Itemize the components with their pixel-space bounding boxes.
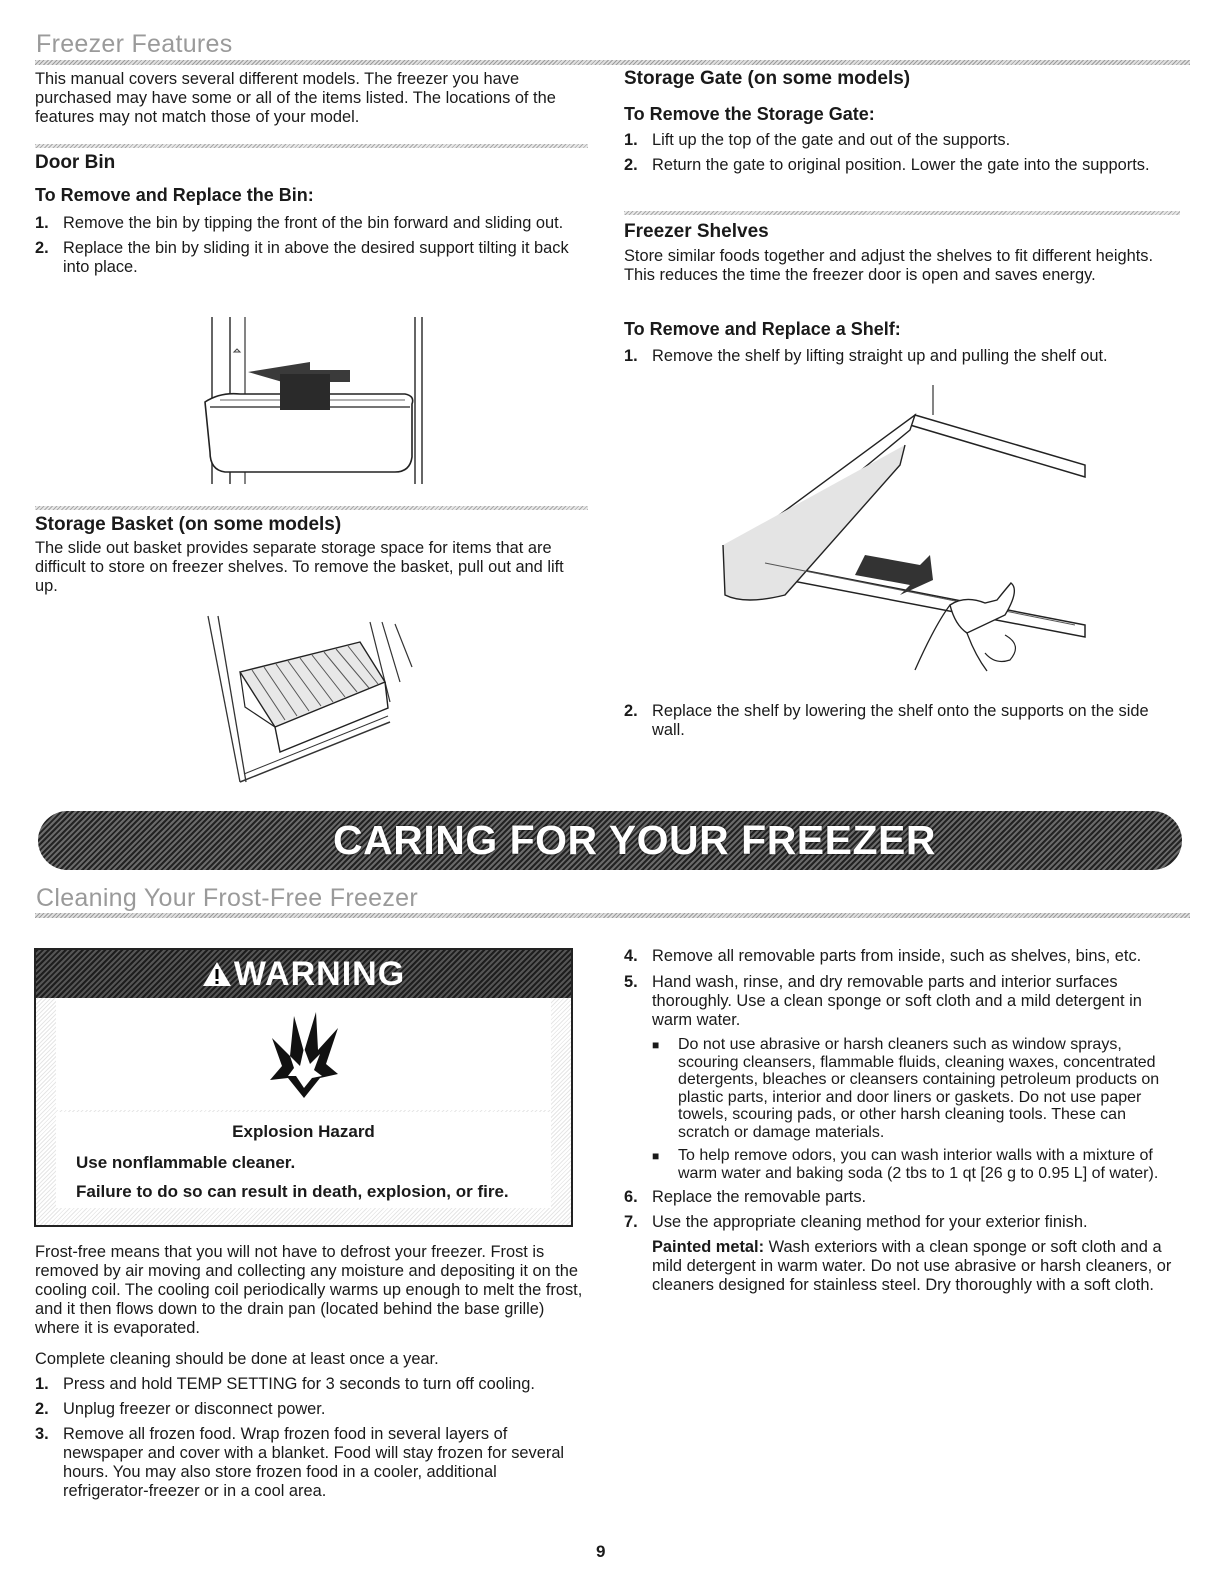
door-bin-heading: Door Bin <box>35 152 116 173</box>
step-text: Lift up the top of the gate and out of the supports. <box>652 131 1011 149</box>
divider <box>624 211 1180 215</box>
step-text: Remove the bin by tipping the front of the bin forward and sliding out. <box>63 214 564 232</box>
complete-cleaning-text: Complete cleaning should be done at least once a year. <box>35 1350 439 1368</box>
door-bin-subheading: To Remove and Replace the Bin: <box>35 185 314 205</box>
step-text: Replace the bin by sliding it in above the desired support tilting it back into place. <box>63 239 569 276</box>
cleaning-steps-right <box>624 947 1174 1295</box>
painted-metal-label: Painted metal: <box>652 1238 765 1256</box>
step-number: 2. <box>35 1400 49 1418</box>
step-text: Remove all removable parts from inside, such as shelves, bins, etc. <box>652 947 1142 965</box>
bullet-marker: ■ <box>652 1149 660 1163</box>
step-text: Remove the shelf by lifting straight up and pulling the shelf out. <box>652 347 1108 365</box>
list-item <box>35 1425 585 1501</box>
divider <box>35 144 588 148</box>
list-item <box>35 214 580 233</box>
storage-gate-heading: Storage Gate (on some models) <box>624 68 911 89</box>
step-number: 2. <box>35 239 49 257</box>
storage-basket-illustration <box>200 612 420 790</box>
step-number: 3. <box>35 1425 49 1443</box>
shelf-illustration <box>705 385 1095 690</box>
step-number: 6. <box>624 1188 638 1206</box>
storage-gate-subheading: To Remove the Storage Gate: <box>624 104 875 124</box>
warning-box <box>34 948 573 1227</box>
list-item <box>624 1188 1174 1207</box>
page-number: 9 <box>596 1542 606 1561</box>
shelf-subheading: To Remove and Replace a Shelf: <box>624 319 901 339</box>
caring-banner <box>38 811 1182 870</box>
storage-basket-text: The slide out basket provides separate storage space for items that are difficult to store on freezer shelves. To remove the basket, pull out and lift up. <box>35 539 564 595</box>
warning-symbol-panel <box>56 998 551 1110</box>
step-number: 1. <box>624 131 638 149</box>
cleaning-steps-left <box>35 1375 585 1501</box>
freezer-shelves-text: Store similar foods together and adjust the shelves to fit different heights. This reduces the time the freezer door is open and saves energy. <box>624 247 1154 284</box>
step-number: 1. <box>35 214 49 232</box>
list-item <box>35 1375 585 1394</box>
hazard-instruction: Use nonflammable cleaner. <box>76 1153 296 1172</box>
warning-label: WARNING <box>233 954 406 993</box>
hazard-consequence: Failure to do so can result in death, explosion, or fire. <box>76 1182 509 1201</box>
step-text: Use the appropriate cleaning method for your exterior finish. <box>652 1213 1088 1231</box>
step-number: 7. <box>624 1213 638 1231</box>
step-text: Unplug freezer or disconnect power. <box>63 1400 326 1418</box>
list-item <box>624 347 1164 366</box>
step-text: Hand wash, rinse, and dry removable parts and interior surfaces thoroughly. Use a clean sponge or soft cloth and a mild detergent in warm water. <box>652 973 1142 1029</box>
list-item <box>624 973 1174 1030</box>
step-text: Remove all frozen food. Wrap frozen food in several layers of newspaper and cover with a blanket. Food will stay frozen for several hours. You may also store frozen food in a cooler, additional refrigerator-freezer or in a cool area. <box>63 1425 565 1500</box>
bullet-marker: ■ <box>652 1038 660 1052</box>
painted-metal-text: Wash exteriors with a clean sponge or soft cloth and a mild detergent in warm water. Do not use abrasive or harsh cleaners, or cleaners designed for stainless steel. Dry thoroughly with a soft cloth. <box>652 1238 1172 1294</box>
intro-text: This manual covers several different models. The freezer you have purchased may have some or all of the items listed. The locations of the features may not match those of your model. <box>35 70 556 126</box>
warning-title <box>202 955 405 994</box>
bullet-text: Do not use abrasive or harsh cleaners such as window sprays, scouring cleansers, flammable fluids, cleaning waxes, concentrated detergents, bleaches or cleansers containing petroleum products on plastic parts, interior and door liners or gaskets. Do not use paper towels, scouring pads, or other harsh cleaning tools. These can scratch or damage materials. <box>678 1036 1160 1141</box>
step-number: 4. <box>624 947 638 965</box>
storage-basket-heading: Storage Basket (on some models) <box>35 514 342 535</box>
bullet-item <box>652 1147 1174 1182</box>
hazard-title: Explosion Hazard <box>232 1122 375 1141</box>
explosion-icon <box>268 1008 340 1100</box>
bullet-text: To help remove odors, you can wash interior walls with a mixture of warm water and baking soda (2 tbs to 1 qt [26 g to 0.95 L] of water). <box>678 1147 1159 1182</box>
page-section-title: Freezer Features <box>36 30 233 58</box>
alert-triangle-icon <box>202 961 232 987</box>
list-item <box>624 702 1164 740</box>
step-text: Replace the removable parts. <box>652 1188 867 1206</box>
painted-metal-paragraph <box>652 1238 1174 1295</box>
list-item <box>624 156 1154 175</box>
cleaning-section-title: Cleaning Your Frost-Free Freezer <box>36 884 418 912</box>
warning-header <box>36 950 571 998</box>
list-item <box>624 947 1174 966</box>
list-item <box>35 1400 585 1419</box>
bullet-item <box>652 1036 1174 1141</box>
divider <box>35 506 588 510</box>
step-text: Return the gate to original position. Lower the gate into the supports. <box>652 156 1150 174</box>
step-number: 2. <box>624 702 638 720</box>
frost-free-text: Frost-free means that you will not have to defrost your freezer. Frost is removed by air moving and collecting any moisture and depositing it on the cooling coil. The cooling coil periodically warms up enough to melt the frost, and it then flows down to the drain pan (located behind the base grille) where it is evaporated. <box>35 1243 583 1337</box>
section-rule <box>35 60 1190 65</box>
warning-message-panel <box>56 1112 551 1208</box>
step-number: 2. <box>624 156 638 174</box>
step-text: Press and hold TEMP SETTING for 3 seconds to turn off cooling. <box>63 1375 535 1393</box>
step-number: 5. <box>624 973 638 991</box>
door-bin-steps <box>35 214 580 277</box>
freezer-shelves-heading: Freezer Shelves <box>624 221 769 242</box>
step-number: 1. <box>624 347 638 365</box>
door-bin-illustration <box>200 312 440 487</box>
step-number: 1. <box>35 1375 49 1393</box>
section-rule <box>35 913 1190 918</box>
list-item <box>624 131 1154 150</box>
storage-gate-steps <box>624 131 1154 175</box>
list-item <box>35 239 580 277</box>
step-text: Replace the shelf by lowering the shelf onto the supports on the side wall. <box>652 702 1149 739</box>
list-item <box>624 1213 1174 1232</box>
banner-title: CARING FOR YOUR FREEZER <box>333 817 936 863</box>
